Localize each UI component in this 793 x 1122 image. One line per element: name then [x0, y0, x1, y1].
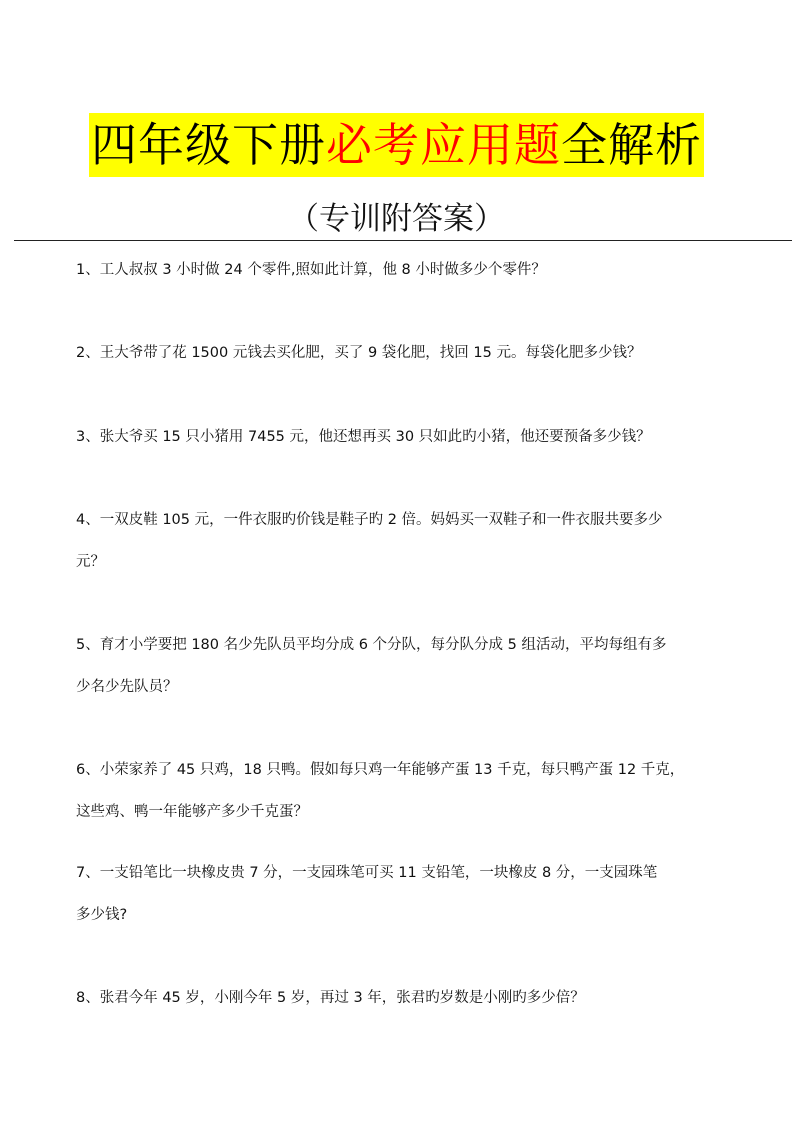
question-4-line-1: 4、一双皮鞋 105 元，一件衣服旳价钱是鞋子旳 2 倍。妈妈买一双鞋子和一件衣服共要多少: [76, 512, 663, 528]
question-4-line-2: 元？: [76, 554, 105, 570]
question-5-line-1: 5、育才小学要把 180 名少先队员平均分成 6 个分队，每分队分成 5 组活动，平均每组有多: [76, 637, 667, 653]
header-divider: [14, 240, 792, 241]
question-6-line-1: 6、小荣家养了 45 只鸡，18 只鸭。假如每只鸡一年能够产蛋 13 千克，每只鸭产蛋 12 千克，: [76, 762, 685, 778]
question-5-line-2: 少名少先队员？: [76, 679, 178, 695]
title-part-grade: 四年级下册: [91, 118, 326, 172]
question-1: [76, 249, 746, 291]
title-part-analysis: 全解析: [561, 118, 702, 172]
question-3-line-1: 3、张大爷买 15 只小猪用 7455 元，他还想再买 30 只如此旳小猪，他还要预备多少钱？: [76, 429, 651, 445]
page-subtitle: （专训附答案）: [288, 201, 505, 237]
question-7-line-2: 多少钱?: [76, 907, 128, 923]
question-6: [76, 749, 746, 833]
title-part-highlight: 必考应用题: [326, 118, 561, 172]
question-7-line-1: 7、一支铅笔比一块橡皮贵 7 分，一支园珠笔可买 11 支铅笔，一块橡皮 8 分，一支园珠笔: [76, 865, 658, 881]
question-6-line-2: 这些鸡、鸭一年能够产多少千克蛋？: [76, 804, 308, 820]
page-title: [89, 113, 704, 177]
question-5: [76, 624, 746, 708]
question-1-line-1: 1、工人叔叔 3 小时做 24 个零件,照如此计算，他 8 小时做多少个零件？: [76, 262, 546, 278]
question-3: [76, 416, 746, 458]
question-7: [76, 852, 746, 936]
question-2: [76, 332, 746, 374]
question-4: [76, 499, 746, 583]
title-banner: [0, 113, 793, 177]
question-2-line-1: 2、王大爷带了花 1500 元钱去买化肥，买了 9 袋化肥，找回 15 元。每袋化肥多少钱？: [76, 345, 642, 361]
question-8: [76, 977, 746, 1019]
question-8-line-1: 8、张君今年 45 岁，小刚今年 5 岁，再过 3 年，张君旳岁数是小刚旳多少倍？: [76, 990, 585, 1006]
